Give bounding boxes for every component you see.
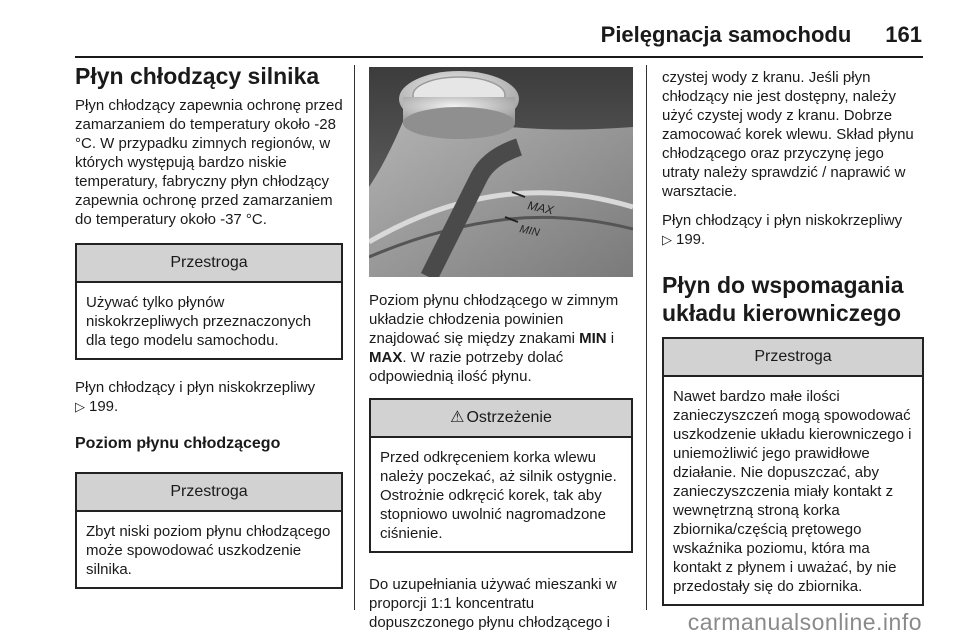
caution-title: Przestroga xyxy=(77,245,341,283)
subheading-coolant-level: Poziom płynu chłodzącego xyxy=(75,435,281,452)
column-1 xyxy=(75,62,343,607)
column-3 xyxy=(662,62,924,624)
page-number: 161 xyxy=(885,22,922,47)
min-mark-label: MIN xyxy=(518,223,541,240)
ref-page[interactable]: 199. xyxy=(89,398,119,415)
watermark: carmanualsonline.info xyxy=(687,609,922,635)
caution-box-3 xyxy=(662,337,924,606)
warning-text: Przed odkręceniem korka wlewu należy poczekać, aż silnik ostygnie. Ostrożnie odkręcić korek, tak aby stopniowo uwolnić nagromadzone ciśnienie. xyxy=(380,449,617,542)
column-divider-2 xyxy=(646,65,647,610)
header-divider xyxy=(75,56,923,58)
mixture-paragraph-continued: czystej wody z kranu. Jeśli płyn chłodzący nie jest dostępny, należy użyć czystej wody z kranu. Dobrze zamocować korek wlewu. Skład płynu chłodzącego oraz przyczynę jego utraty należy sprawdzić / naprawić w warsztacie. xyxy=(662,69,914,200)
arrow-ref-icon: ▷ xyxy=(662,232,672,247)
caution-text: Zbyt niski poziom płynu chłodzącego może spowodować uszkodzenie silnika. xyxy=(86,523,331,578)
warning-box xyxy=(369,398,633,553)
caution-text: Nawet bardzo małe ilości zanieczyszczeń mogą spowodować uszkodzenie układu kierowniczego i uniemożliwić jego prawidłowe działanie. Nie dopuszczać, aby zanieczyszczenia miały kontakt z wewnętrzną stroną korka zbiornika/częścią prętowego wskaźnika poziomu, która ma kontakt z płynem i uważać, by nie przedostały się do zbiornika. xyxy=(673,388,912,595)
section-heading-power-steering: Płyn do wspomagania układu kierowniczego xyxy=(662,272,904,326)
warning-triangle-icon: ⚠ xyxy=(450,409,465,426)
coolant-intro: Płyn chłodzący zapewnia ochronę przed zamarzaniem do temperatury około -28 °C. W przypadku zimnych regionów, w których występują bardzo niskie temperatury, fabryczny płyn chłodzący zapewnia ochronę przed zamarzaniem do temperatury około -37 °C. xyxy=(75,97,343,228)
coolant-reservoir-photo xyxy=(369,67,633,277)
section-heading-coolant: Płyn chłodzący silnika xyxy=(75,63,320,89)
caution-title: Przestroga xyxy=(664,339,922,377)
arrow-ref-icon: ▷ xyxy=(75,399,85,414)
cross-reference: Płyn chłodzący i płyn niskokrzepliwy ▷ 199. xyxy=(75,379,316,415)
cross-reference: Płyn chłodzący i płyn niskokrzepliwy ▷ 199. xyxy=(662,212,903,248)
caution-box-2 xyxy=(75,472,343,589)
column-2 xyxy=(369,62,633,642)
coolant-reservoir-illustration xyxy=(369,67,633,277)
coolant-level-paragraph: Poziom płynu chłodzącego w zimnym układzie chłodzenia powinien znajdować się między znakami MIN i MAX. W razie potrzeby dolać odpowiednią ilość płynu. xyxy=(369,292,619,385)
max-mark-label: MAX xyxy=(526,198,555,218)
warning-title: ⚠ Ostrzeżenie xyxy=(371,400,631,438)
caution-box-1 xyxy=(75,243,343,360)
ref-page[interactable]: 199. xyxy=(676,231,706,248)
page-header xyxy=(601,22,922,48)
caution-text: Używać tylko płynów niskokrzepliwych przeznaczonych dla tego modelu samochodu. xyxy=(86,294,312,349)
column-divider-1 xyxy=(354,65,355,610)
header-title: Pielęgnacja samochodu xyxy=(600,22,852,47)
mixture-paragraph: Do uzupełniania używać mieszanki w proporcji 1:1 koncentratu dopuszczonego płynu chłodzącego i xyxy=(369,576,617,631)
caution-title: Przestroga xyxy=(77,474,341,512)
